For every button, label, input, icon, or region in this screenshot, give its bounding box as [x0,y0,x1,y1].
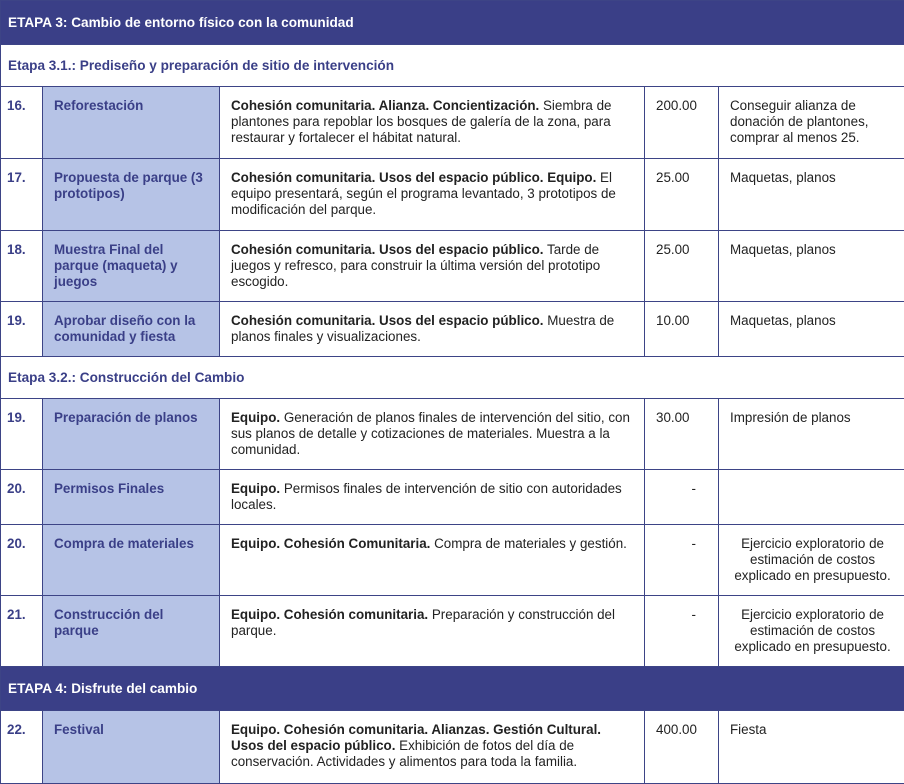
description-keywords: Cohesión comunitaria. Usos del espacio público. [231,242,544,257]
activity-note: Maquetas, planos [719,159,904,231]
description-keywords: Equipo. Cohesión Comunitaria. [231,536,430,551]
row-number: 19. [1,399,43,470]
activity-cost: 200.00 [645,87,719,159]
description-keywords: Equipo. Cohesión comunitaria. Alianzas. Gestión Cultural. Usos del espacio público. [231,722,601,753]
stage-3-title: ETAPA 3: Cambio de entorno físico con la comunidad [1,1,904,45]
description-keywords: Cohesión comunitaria. Usos del espacio público. [231,313,544,328]
description-text: Tarde de juegos y refresco, para construir la última versión del prototipo escogido. [231,242,600,289]
activity-cost: - [645,525,719,596]
activity-description [220,711,645,784]
activity-note: Conseguir alianza de donación de plantones, comprar al menos 25. [719,87,904,159]
activity-note: Maquetas, planos [719,231,904,302]
activity-cost: 400.00 [645,711,719,784]
activity-name: Compra de materiales [43,525,220,596]
row-number: 17. [1,159,43,231]
activity-note: Maquetas, planos [719,302,904,357]
row-number: 20. [1,470,43,525]
substage-3-1-title: Etapa 3.1.: Prediseño y preparación de sitio de intervención [1,45,904,87]
description-keywords: Equipo. [231,410,280,425]
table-row [1,470,904,525]
activity-cost: - [645,596,719,667]
description-keywords: Equipo. [231,481,280,496]
description-text: Siembra de plantones para repoblar los bosques de galería de la zona, para restaurar y fortalecer el hábitat natural. [231,98,611,145]
row-number: 21. [1,596,43,667]
activity-name: Propuesta de parque (3 prototipos) [43,159,220,231]
activity-name: Permisos Finales [43,470,220,525]
row-number: 16. [1,87,43,159]
stage-4-header [1,667,904,711]
table-row [1,596,904,667]
activity-description [220,159,645,231]
substage-3-1-header [1,45,904,87]
activity-cost: 30.00 [645,399,719,470]
description-text: Permisos finales de intervención de sitio con autoridades locales. [231,481,622,512]
table-row [1,231,904,302]
activity-note [719,470,904,525]
activity-name: Aprobar diseño con la comunidad y fiesta [43,302,220,357]
row-number: 19. [1,302,43,357]
stage-4-title: ETAPA 4: Disfrute del cambio [1,667,904,711]
description-keywords: Cohesión comunitaria. Usos del espacio público. Equipo. [231,170,596,185]
row-number: 20. [1,525,43,596]
table-row [1,159,904,231]
activity-cost: 25.00 [645,159,719,231]
description-text: El equipo presentará, según el programa levantado, 3 prototipos de modificación del parque. [231,170,616,217]
activity-cost: 10.00 [645,302,719,357]
activity-description [220,302,645,357]
activity-description [220,525,645,596]
activity-name: Construcción del parque [43,596,220,667]
activity-name: Reforestación [43,87,220,159]
activity-description [220,399,645,470]
description-text: Exhibición de fotos del día de conservación. Actividades y alimentos para toda la familia. [231,738,577,769]
row-number: 22. [1,711,43,784]
description-text: Muestra de planos finales y visualizaciones. [231,313,614,344]
activity-name: Festival [43,711,220,784]
description-keywords: Cohesión comunitaria. Alianza. Concientización. [231,98,539,113]
substage-3-2-header [1,357,904,399]
activity-cost: 25.00 [645,231,719,302]
description-text: Generación de planos finales de intervención del sitio, con sus planos de detalle y cotizaciones de materiales. Muestra a la comunidad. [231,410,630,457]
activity-name: Preparación de planos [43,399,220,470]
activity-note: Impresión de planos [719,399,904,470]
activity-note: Ejercicio exploratorio de estimación de costos explicado en presupuesto. [719,525,904,596]
activity-description [220,470,645,525]
table-row [1,302,904,357]
description-text: Compra de materiales y gestión. [430,536,627,551]
description-keywords: Equipo. Cohesión comunitaria. [231,607,428,622]
table-row [1,525,904,596]
activity-note: Fiesta [719,711,904,784]
activity-cost: - [645,470,719,525]
stage-3-header [1,1,904,45]
description-text: Preparación y construcción del parque. [231,607,615,638]
activity-note: Ejercicio exploratorio de estimación de costos explicado en presupuesto. [719,596,904,667]
activity-description [220,231,645,302]
table-row [1,399,904,470]
activity-name: Muestra Final del parque (maqueta) y juegos [43,231,220,302]
table-row [1,711,904,784]
activity-description [220,87,645,159]
table-row [1,87,904,159]
activity-description [220,596,645,667]
substage-3-2-title: Etapa 3.2.: Construcción del Cambio [1,357,904,399]
row-number: 18. [1,231,43,302]
